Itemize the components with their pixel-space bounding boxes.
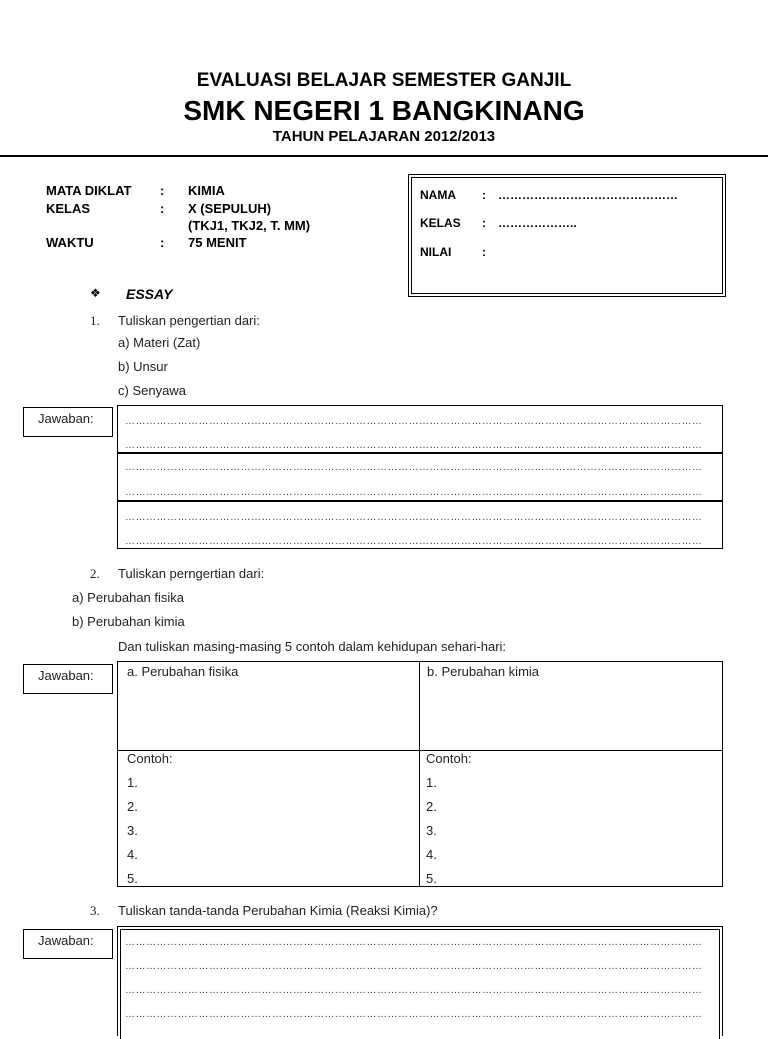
q2-example-number: 2.: [426, 799, 437, 814]
waktu-value: 75 MENIT: [188, 235, 247, 250]
q2-cell-fisika-examples[interactable]: [117, 750, 420, 887]
q2-example-number: 5.: [426, 871, 437, 886]
q2-cell-kimia-examples[interactable]: [419, 750, 723, 887]
q2-example-number: 4.: [127, 847, 138, 862]
q2-example-number: 5.: [127, 871, 138, 886]
nama-field[interactable]: ………………………………………: [498, 188, 678, 202]
exam-title: EVALUASI BELAJAR SEMESTER GANJIL: [196, 70, 572, 91]
answer-line: …………………………………………………………………………………………………………………………………………………: [125, 536, 703, 547]
q2-contoh-a: Contoh:: [127, 751, 173, 766]
q2-example-number: 4.: [426, 847, 437, 862]
colon: :: [160, 183, 165, 198]
school-name: SMK NEGERI 1 BANGKINANG: [183, 95, 585, 126]
nama-label: NAMA: [420, 188, 456, 202]
diamond-bullet-icon: ❖: [90, 286, 101, 300]
answer-line: …………………………………………………………………………………………………………………………………………………: [125, 462, 703, 473]
q2-example-number: 3.: [127, 823, 138, 838]
q1-number: 1.: [90, 313, 100, 328]
kelas-value: X (SEPULUH): [188, 201, 272, 216]
q3-jawaban-label: Jawaban:: [23, 929, 113, 959]
colon: :: [160, 235, 165, 250]
q1-item-c: c) Senyawa: [118, 383, 186, 398]
colon: :: [482, 216, 486, 230]
kelas-box-label: KELAS: [420, 216, 461, 230]
q2-col-b-title: b. Perubahan kimia: [427, 664, 540, 679]
q2-contoh-b: Contoh:: [426, 751, 472, 766]
nilai-label: NILAI: [420, 245, 452, 259]
waktu-label: WAKTU: [46, 235, 94, 250]
answer-line: …………………………………………………………………………………………………………………………………………………: [125, 416, 703, 427]
mata-diklat-label: MATA DIKLAT: [46, 183, 132, 198]
q3-text: Tuliskan tanda-tanda Perubahan Kimia (Reaksi Kimia)?: [118, 903, 438, 918]
answer-line: …………………………………………………………………………………………………………………………………………………: [125, 985, 703, 996]
colon: :: [482, 245, 486, 259]
q1-jawaban-label: Jawaban:: [23, 407, 113, 437]
q2-example-number: 2.: [127, 799, 138, 814]
header-divider: [0, 155, 768, 157]
answer-line: …………………………………………………………………………………………………………………………………………………: [125, 937, 703, 948]
mata-diklat-value: KIMIA: [188, 183, 225, 198]
answer-line: …………………………………………………………………………………………………………………………………………………: [125, 440, 703, 451]
answer-line: …………………………………………………………………………………………………………………………………………………: [125, 1009, 703, 1020]
q2-item-a: a) Perubahan fisika: [72, 590, 185, 605]
answer-line: …………………………………………………………………………………………………………………………………………………: [125, 961, 703, 972]
academic-year: TAHUN PELAJARAN 2012/2013: [272, 128, 496, 145]
colon: :: [160, 201, 165, 216]
q2-jawaban-label: Jawaban:: [23, 664, 113, 694]
section-title: ESSAY: [126, 286, 173, 302]
q2-number: 2.: [90, 566, 100, 581]
kelas-value-detail: (TKJ1, TKJ2, T. MM): [188, 218, 311, 233]
q2-col-a-title: a. Perubahan fisika: [127, 664, 239, 679]
q2-example-number: 1.: [127, 775, 138, 790]
q2-example-number: 3.: [426, 823, 437, 838]
q2-instruction: Dan tuliskan masing-masing 5 contoh dalam kehidupan sehari-hari:: [118, 639, 507, 654]
q1-text: Tuliskan pengertian dari:: [118, 313, 260, 328]
q3-number: 3.: [90, 903, 100, 918]
q2-text: Tuliskan perngertian dari:: [118, 566, 265, 581]
answer-line: …………………………………………………………………………………………………………………………………………………: [125, 512, 703, 523]
q1-item-b: b) Unsur: [118, 359, 168, 374]
kelas-field[interactable]: ………………..: [498, 216, 577, 230]
q2-example-number: 1.: [426, 775, 437, 790]
kelas-label: KELAS: [46, 201, 91, 216]
answer-line: …………………………………………………………………………………………………………………………………………………: [125, 487, 703, 498]
colon: :: [482, 188, 486, 202]
q2-item-b: b) Perubahan kimia: [72, 614, 185, 629]
q1-item-a: a) Materi (Zat): [118, 335, 201, 350]
